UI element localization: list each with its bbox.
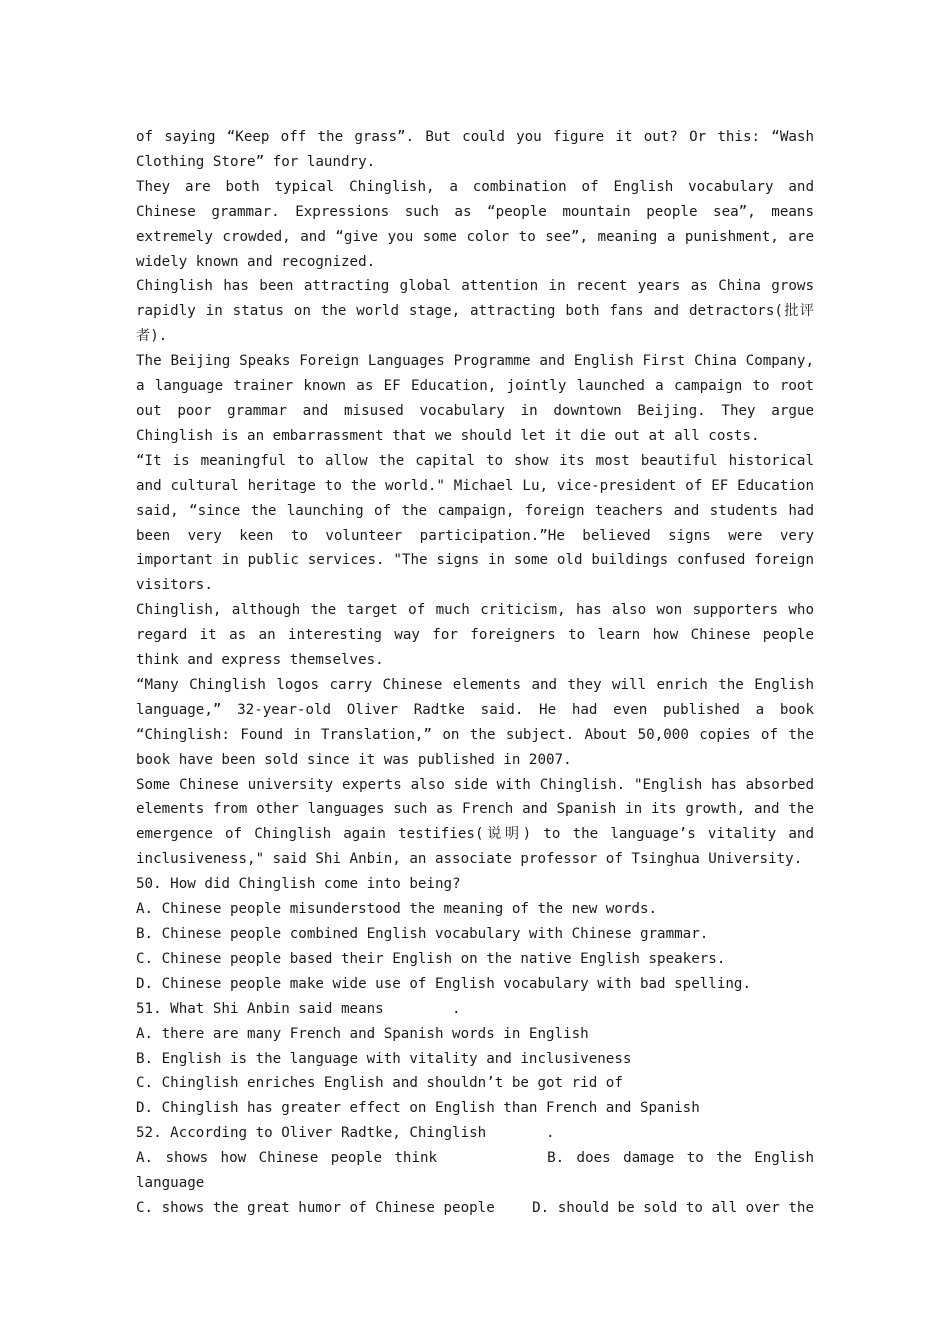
option-b: B. does damage to the English language — [136, 1150, 814, 1192]
question-stem: 50. How did Chinglish come into being? — [136, 876, 461, 893]
option-a: A. Chinese people misunderstood the meaning of the new words. — [136, 901, 658, 918]
options-cd-row — [136, 1196, 814, 1221]
option-a: A. there are many French and Spanish words in English — [136, 1025, 589, 1042]
document-page — [136, 125, 814, 1221]
passage-paragraph: of saying “Keep off the grass”. But could you figure it out? Or this: “Wash Clothing Store” for laundry. — [136, 129, 814, 170]
question-52 — [136, 1121, 814, 1221]
option-c: C. shows the great humor of Chinese people — [136, 1199, 495, 1216]
passage-paragraph: The Beijing Speaks Foreign Languages Programme and English First China Company, a language trainer known as EF Education, jointly launched a campaign to root out poor grammar and misused vocabulary in downtown Beijing. They argue Chinglish is an embarrassment that we should let it die out at all costs. — [136, 353, 814, 444]
question-stem: 52. According to Oliver Radtke, Chinglish . — [136, 1125, 555, 1142]
passage-paragraph: Chinglish has been attracting global attention in recent years as China grows rapidly in status on the world stage, attracting both fans and detractors(批评者). — [136, 278, 814, 345]
option-b: B. English is the language with vitality and inclusiveness — [136, 1050, 632, 1067]
question-stem: 51. What Shi Anbin said means . — [136, 1000, 461, 1017]
passage-paragraph: They are both typical Chinglish, a combination of English vocabulary and Chinese grammar. Expressions such as “people mountain people sea”, means extremely crowded, and “give you some color to see”, meaning a punishment, are widely known and recognized. — [136, 178, 814, 270]
passage-paragraph: “Many Chinglish logos carry Chinese elements and they will enrich the English language,” 32-year-old Oliver Radtke said. He had even published a book “Chinglish: Found in Translation,” on the subject. About 50,000 copies of the book have been sold since it was published in 2007. — [136, 676, 814, 768]
option-c: C. Chinese people based their English on the native English speakers. — [136, 950, 726, 967]
option-d: D. should be sold to all over the — [532, 1199, 814, 1216]
question-51 — [136, 997, 814, 1122]
question-50 — [136, 872, 814, 997]
option-a: A. shows how Chinese people think — [136, 1150, 438, 1167]
passage-paragraph: Chinglish, although the target of much criticism, has also won supporters who regard it as an interesting way for foreigners to learn how Chinese people think and express themselves. — [136, 602, 814, 669]
option-c: C. Chinglish enriches English and shouldn’t be got rid of — [136, 1075, 623, 1092]
passage-paragraph: Some Chinese university experts also side with Chinglish. "English has absorbed elements from other languages such as French and Spanish in its growth, and the emergence of Chinglish again testifies(说明) to the language’s vitality and inclusiveness," said Shi Anbin, an associate professor of Tsinghua University. — [136, 776, 814, 868]
option-b: B. Chinese people combined English vocabulary with Chinese grammar. — [136, 926, 709, 942]
option-d: D. Chinglish has greater effect on English than French and Spanish — [136, 1100, 700, 1117]
options-ab-row — [136, 1146, 814, 1196]
passage-paragraph: “It is meaningful to allow the capital to show its most beautiful historical and cultural heritage to the world." Michael Lu, vice-president of EF Education said, “since the launching of the campaign, foreign teachers and students had been very keen to volunteer participation.”He believed signs were very important in public services. "The signs in some old buildings confused foreign visitors. — [136, 452, 814, 594]
option-d: D. Chinese people make wide use of English vocabulary with bad spelling. — [136, 975, 751, 992]
